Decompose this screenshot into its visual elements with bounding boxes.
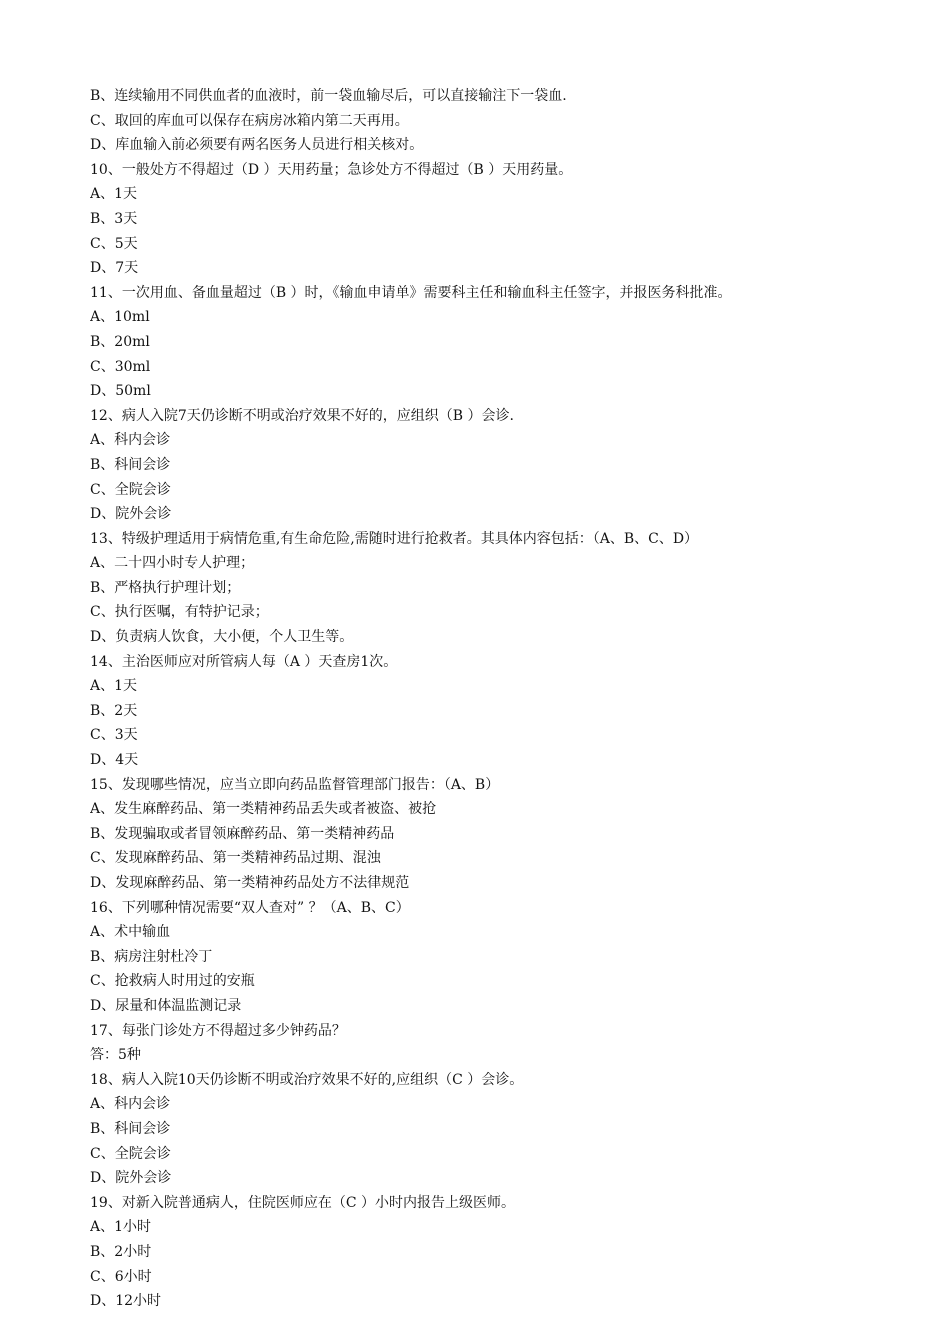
text-line: 17、每张门诊处方不得超过多少钟药品？ xyxy=(90,1022,346,1039)
text-line: 13、特级护理适用于病情危重,有生命危险,需随时进行抢救者。其具体内容包括：（A、B、C、D） xyxy=(90,530,699,547)
text-line: D、12小时 xyxy=(90,1293,162,1310)
text-line: 11、一次用血、备血量超过（B ）时，《输血申请单》需要科主任和输血科主任签字，并报医务科批准。 xyxy=(90,284,732,301)
text-line: C、全院会诊 xyxy=(90,1145,171,1162)
text-line: D、50ml xyxy=(90,383,151,400)
text-line: 14、主治医师应对所管病人每（A ）天查房1次。 xyxy=(90,653,398,670)
text-line: C、执行医嘱，有特护记录； xyxy=(90,604,269,621)
document-body xyxy=(90,84,910,1314)
text-line: 12、病人入院7天仍诊断不明或治疗效果不好的，应组织（B ）会诊. xyxy=(90,407,514,424)
text-line: 10、一般处方不得超过（D ）天用药量；急诊处方不得超过（B ）天用药量。 xyxy=(90,161,573,178)
text-line: A、发生麻醉药品、第一类精神药品丢失或者被盗、被抢 xyxy=(90,801,437,818)
text-line: 15、发现哪些情况，应当立即向药品监督管理部门报告：（A、B） xyxy=(90,776,500,793)
text-line: A、1天 xyxy=(90,186,138,203)
text-line: 答：5种 xyxy=(90,1047,141,1064)
text-line: A、科内会诊 xyxy=(90,1096,171,1113)
text-line: 16、下列哪种情况需要“双人查对” ？（A、B、C） xyxy=(90,899,410,916)
text-line: D、库血输入前必须要有两名医务人员进行相关核对。 xyxy=(90,137,424,154)
text-line: D、院外会诊 xyxy=(90,506,172,523)
text-line: B、2天 xyxy=(90,702,138,719)
text-line: C、5天 xyxy=(90,235,138,252)
text-line: B、20ml xyxy=(90,333,150,350)
text-line: D、负责病人饮食，大小便，个人卫生等。 xyxy=(90,629,354,646)
text-line: C、30ml xyxy=(90,358,151,375)
text-line: C、抢救病人时用过的安瓶 xyxy=(90,973,255,990)
text-line: D、院外会诊 xyxy=(90,1170,172,1187)
text-line: B、连续输用不同供血者的血液时，前一袋血输尽后，可以直接输注下一袋血. xyxy=(90,88,567,104)
text-line: A、1天 xyxy=(90,678,138,695)
text-line: B、严格执行护理计划； xyxy=(90,579,241,596)
text-line: C、发现麻醉药品、第一类精神药品过期、混浊 xyxy=(90,850,381,867)
text-line: D、尿量和体温监测记录 xyxy=(90,997,242,1014)
text-line: A、科内会诊 xyxy=(90,432,171,449)
text-line: B、病房注射杜冷丁 xyxy=(90,948,213,965)
text-line: B、3天 xyxy=(90,210,138,227)
text-line: D、4天 xyxy=(90,752,139,769)
text-line: A、二十四小时专人护理； xyxy=(90,555,255,572)
text-line: C、6小时 xyxy=(90,1268,152,1285)
text-line: B、科间会诊 xyxy=(90,1120,171,1137)
text-line: B、科间会诊 xyxy=(90,456,171,473)
text-line: C、3天 xyxy=(90,727,138,744)
text-line: D、7天 xyxy=(90,260,139,277)
text-line: D、发现麻醉药品、第一类精神药品处方不法律规范 xyxy=(90,875,410,891)
text-line: A、1小时 xyxy=(90,1219,152,1236)
text-line: A、10ml xyxy=(90,309,150,326)
text-line: 18、病人入院10天仍诊断不明或治疗效果不好的,应组织（C ）会诊。 xyxy=(90,1071,524,1088)
text-line: 19、对新入院普通病人，住院医师应在（C ）小时内报告上级医师。 xyxy=(90,1194,515,1211)
text-line: C、全院会诊 xyxy=(90,481,171,498)
text-line: A、术中输血 xyxy=(90,924,171,941)
text-line: B、发现骗取或者冒领麻醉药品、第一类精神药品 xyxy=(90,825,395,842)
text-line: B、2小时 xyxy=(90,1243,152,1260)
text-line: C、取回的库血可以保存在病房冰箱内第二天再用。 xyxy=(90,112,409,129)
